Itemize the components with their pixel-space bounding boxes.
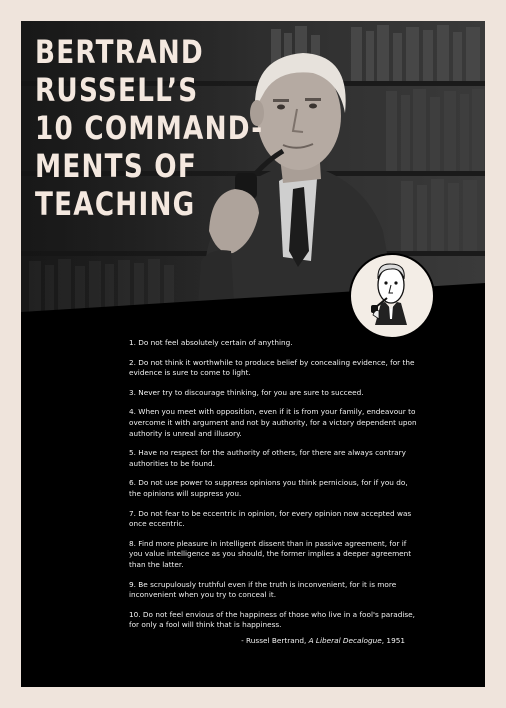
- commandment-item: 1. Do not feel absolutely certain of anything.: [129, 338, 293, 347]
- poster-title: BERTRAND RUSSELL’S 10 COMMAND- MENTS OF TEACHING: [35, 33, 264, 223]
- attribution-year: , 1951: [381, 636, 405, 645]
- commandment-item: 6. Do not use power to suppress opinions you think pernicious, for if you do, the opinions will suppress you.: [129, 478, 408, 498]
- caricature-icon: [351, 255, 433, 337]
- commandment-item: 3. Never try to discourage thinking, for you are sure to succeed.: [129, 387, 364, 397]
- poster: [21, 21, 485, 687]
- commandment-item: 7. Do not fear to be eccentric in opinion, for every opinion now accepted was once eccentric.: [129, 508, 412, 529]
- commandment-item: 2. Do not think it worthwhile to produce belief by concealing evidence, for the evidence is sure to come to light.: [129, 357, 415, 378]
- commandments-list: [129, 338, 421, 640]
- commandment-item: 4. When you meet with opposition, even if it is from your family, endeavour to overcome it with argument and not by authority, for a victory dependent upon authority is unreal and illusory.: [129, 407, 417, 438]
- commandment-item: 5. Have no respect for the authority of others, for there are always contrary authorities to be found.: [129, 448, 406, 468]
- commandment-item: 10. Do not feel envious of the happiness of those who live in a fool's paradise, for only a fool will think that is happiness.: [129, 609, 415, 630]
- commandment-item: 8. Find more pleasure in intelligent dissent than in passive agreement, for if you value intelligence as you should, the former implies a deeper agreement than the latter.: [129, 538, 412, 569]
- commandment-item: 9. Be scrupulously truthful even if the truth is inconvenient, for it is more inconvenient when you try to conceal it.: [129, 579, 397, 600]
- attribution-author: - Russel Bertrand,: [241, 636, 309, 645]
- attribution: [129, 636, 405, 645]
- russell-caricature-badge: [349, 253, 435, 339]
- attribution-work-title: A Liberal Decalogue: [308, 636, 382, 645]
